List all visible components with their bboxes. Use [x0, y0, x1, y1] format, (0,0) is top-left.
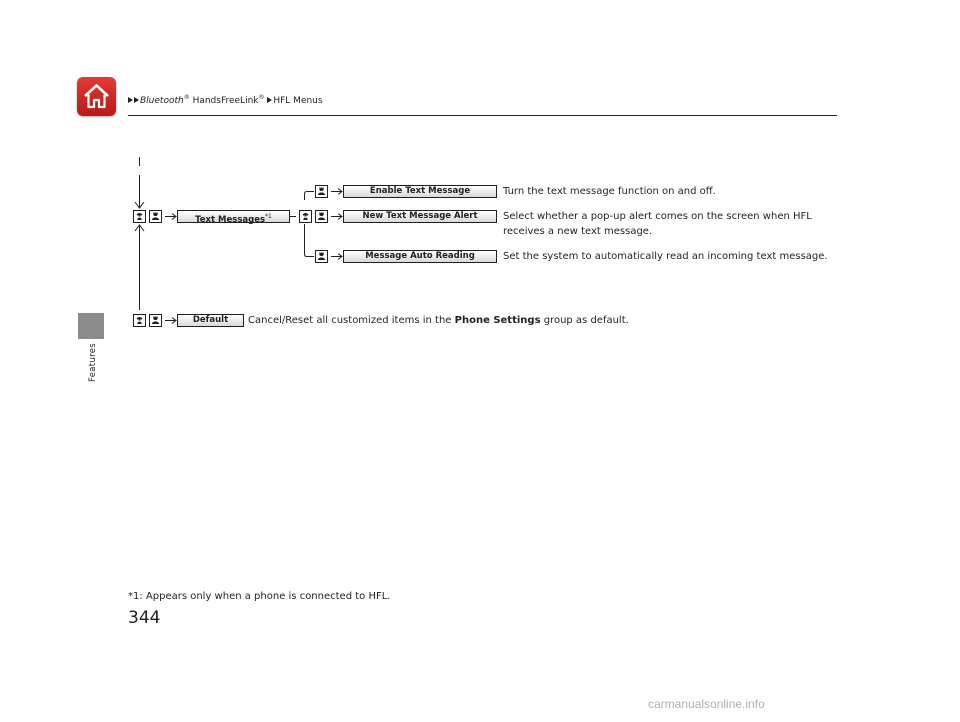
watermark: carmanualsonline.info	[648, 697, 765, 711]
features-tab-label: Features	[88, 343, 98, 382]
menu-enable-text-message[interactable]: Enable Text Message	[343, 185, 497, 198]
phone-icon	[299, 210, 312, 223]
voice-command-icon	[149, 314, 162, 327]
voice-command-icon	[315, 185, 328, 198]
desc-new-text-message-alert: Select whether a pop-up alert comes on the screen when HFL receives a new text message.	[503, 211, 812, 237]
desc-message-auto-reading: Set the system to automatically read an incoming text message.	[503, 251, 828, 262]
breadcrumb-item-hfl-menus[interactable]: HFL Menus	[273, 96, 323, 106]
menu-default[interactable]: Default	[177, 314, 244, 327]
voice-command-icon	[315, 250, 328, 263]
breadcrumb-item-bluetooth[interactable]: Bluetooth	[140, 96, 184, 106]
menu-text-messages[interactable]: Text Messages$^{*1}$	[177, 210, 290, 223]
breadcrumb: Bluetooth® HandsFreeLink® HFL Menus	[128, 94, 323, 106]
menu-new-text-message-alert[interactable]: New Text Message Alert	[343, 210, 497, 223]
phone-icon	[133, 210, 146, 223]
phone-settings-term: Phone Settings	[454, 315, 541, 326]
breadcrumb-item-handsfreelink[interactable]: HandsFreeLink	[189, 96, 259, 106]
voice-command-icon	[149, 210, 162, 223]
voice-command-icon	[315, 210, 328, 223]
menu-message-auto-reading[interactable]: Message Auto Reading	[343, 250, 497, 263]
desc-enable-text-message: Turn the text message function on and off.	[503, 186, 716, 197]
phone-icon	[133, 314, 146, 327]
page-number: 344	[128, 608, 161, 628]
footnote: *1: Appears only when a phone is connected to HFL.	[128, 591, 391, 602]
desc-default: Cancel/Reset all customized items in the Phone Settings group as default.	[248, 315, 629, 326]
